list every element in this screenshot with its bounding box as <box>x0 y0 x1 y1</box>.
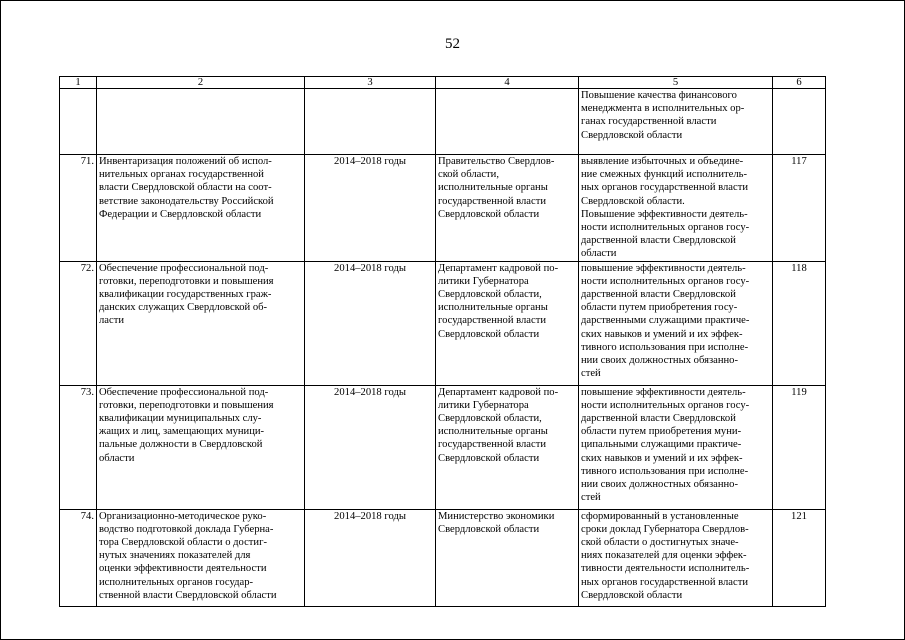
cell-num: 72. <box>60 261 97 385</box>
cell-executors: Правительство Свердлов- ской области, исполнительные органы государственной власти Свердловской области <box>436 155 579 262</box>
cell-indicator: 118 <box>773 261 826 385</box>
plan-table <box>59 76 826 607</box>
cell-executors: Департамент кадровой по- литики Губернатора Свердловской области, исполнительные органы государственной власти Свердловской области <box>436 261 579 385</box>
cell-num <box>60 89 97 155</box>
column-header: 1 <box>60 77 97 89</box>
cell-indicator <box>773 89 826 155</box>
cell-result: повышение эффективности деятель- ности исполнительных органов госу- дарственной власти Свердловской области путем приобретения госу- дарственными служащими практиче- ских навыков и умений и их эффек- тивного использования при исполне- нии своих должностных обязанно- стей <box>579 261 773 385</box>
cell-event: Обеспечение профессиональной под- готовки, переподготовки и повышения квалификации муниципальных слу- жащих и лиц, замещающих муници- пальные должности в Свердловской области <box>97 385 305 509</box>
cell-period <box>305 89 436 155</box>
cell-indicator: 121 <box>773 509 826 606</box>
column-header: 6 <box>773 77 826 89</box>
cell-event: Организационно-методическое руко- водство подготовкой доклада Губерна- тора Свердловской области о достиг- нутых значениях показателей для оценки эффективности деятельности исполнительных органов государ- ственной власти Свердловской области <box>97 509 305 606</box>
cell-event <box>97 89 305 155</box>
continuation-row <box>60 89 826 155</box>
cell-executors <box>436 89 579 155</box>
table-row <box>60 385 826 509</box>
cell-event: Обеспечение профессиональной под- готовки, переподготовки и повышения квалификации государственных граж- данских служащих Свердловской об- ласти <box>97 261 305 385</box>
cell-num: 74. <box>60 509 97 606</box>
column-header: 3 <box>305 77 436 89</box>
table-row <box>60 261 826 385</box>
cell-executors: Министерство экономики Свердловской области <box>436 509 579 606</box>
cell-result: повышение эффективности деятель- ности исполнительных органов госу- дарственной власти Свердловской области путем приобретения муни- ципальными служащими практиче- ских навыков и умений и их эффек- тивного использования при исполне- нии своих должностных обязанно- стей <box>579 385 773 509</box>
cell-indicator: 117 <box>773 155 826 262</box>
cell-period: 2014–2018 годы <box>305 261 436 385</box>
column-header: 5 <box>579 77 773 89</box>
cell-num: 71. <box>60 155 97 262</box>
cell-result: сформированный в установленные сроки доклад Губернатора Свердлов- ской области о достигнутых значе- ниях показателей для оценки эффек- тивности деятельности исполнитель- ных органов государственной власти Свердловской области <box>579 509 773 606</box>
cell-period: 2014–2018 годы <box>305 155 436 262</box>
column-number-row <box>60 77 826 89</box>
cell-num: 73. <box>60 385 97 509</box>
page-number: 52 <box>445 36 460 52</box>
cell-period: 2014–2018 годы <box>305 385 436 509</box>
cell-executors: Департамент кадровой по- литики Губернатора Свердловской области, исполнительные органы государственной власти Свердловской области <box>436 385 579 509</box>
cell-result: Повышение качества финансового менеджмента в исполнительных ор- ганах государственной власти Свердловской области <box>579 89 773 155</box>
column-header: 2 <box>97 77 305 89</box>
cell-event: Инвентаризация положений об испол- нительных органах государственной власти Свердловской области на соот- ветствие законодательству Российской Федерации и Свердловской области <box>97 155 305 262</box>
table-row <box>60 155 826 262</box>
column-header: 4 <box>436 77 579 89</box>
table-row <box>60 509 826 606</box>
cell-indicator: 119 <box>773 385 826 509</box>
cell-result: выявление избыточных и объедине- ние смежных функций исполнитель- ных органов государственной власти Свердловской области. Повышение эффективности деятель- ности исполнительных органов госу- дарственной власти Свердловской области <box>579 155 773 262</box>
cell-period: 2014–2018 годы <box>305 509 436 606</box>
